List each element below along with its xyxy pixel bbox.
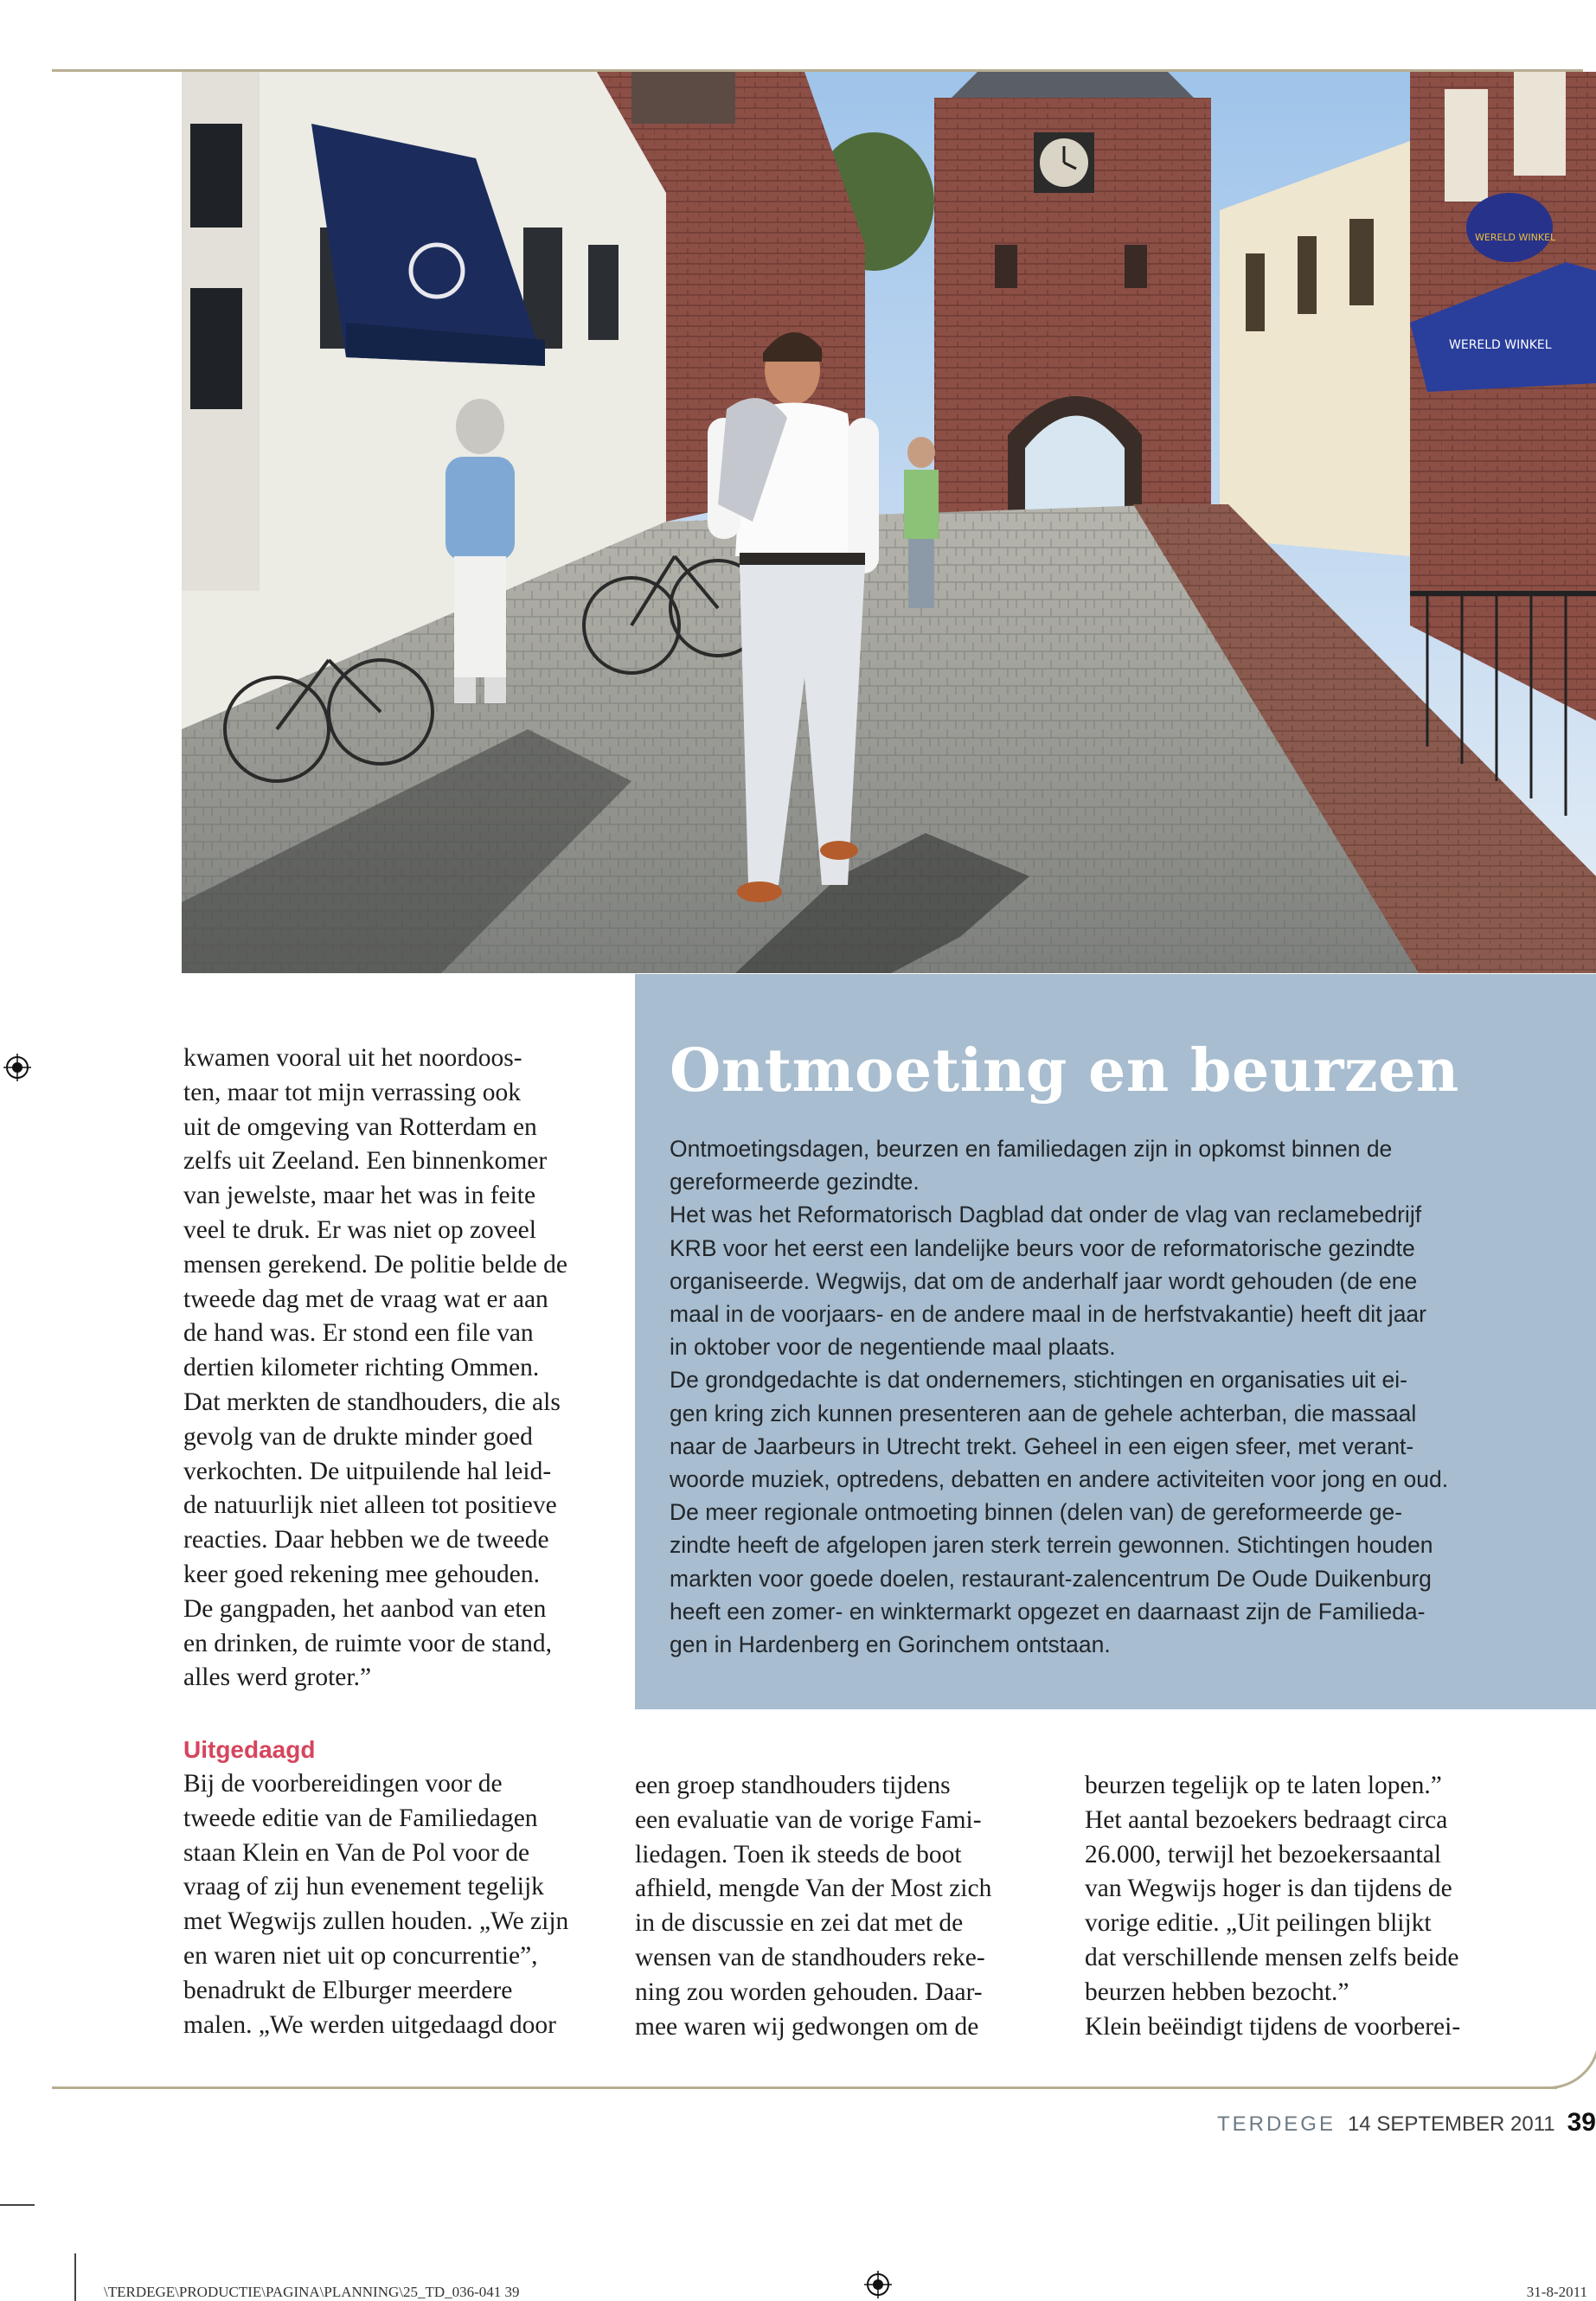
sidebar-line: Het was het Reformatorisch Dagblad dat onder de vlag van reclamebedrijf [670,1202,1422,1228]
article-line: dertien kilometer richting Ommen. [183,1354,540,1382]
sidebar-title: Ontmoeting en beurzen [670,1036,1459,1106]
print-slug: \TERDEGE\PRODUCTIE\PAGINA\PLANNING\25_TD_036-041 39 [104,2284,520,2300]
shop-sign-text: WERELD WINKEL [1475,232,1556,243]
article-column-left-top [183,1042,616,1695]
registration-mark-icon [864,2271,892,2298]
page-number: 39 [1567,2108,1596,2137]
article-line: mee waren wij gedwongen om de [635,2012,979,2041]
article-line: De gangpaden, het aanbod van eten [183,1594,547,1623]
article-line: een evaluatie van de vorige Fami- [635,1805,982,1834]
article-line: mensen gerekend. De politie belde de [183,1250,567,1279]
article-line: tweede editie van de Familiedagen [183,1804,538,1832]
print-slug-date: 31-8-2011 [1526,2284,1587,2300]
crop-mark [74,2253,76,2301]
sidebar-line: De grondgedachte is dat ondernemers, stichtingen en organisaties uit ei- [670,1367,1407,1394]
article-line: kwamen vooral uit het noordoos- [183,1044,522,1072]
article-line: ning zou worden gehouden. Daar- [635,1977,983,2006]
article-line: gevolg van de drukte minder goed [183,1422,533,1451]
article-line: ten, maar tot mijn verrassing ook [183,1078,521,1106]
article-line: van jewelste, maar het was in feite [183,1182,536,1210]
sidebar-line: zindte heeft de afgelopen jaren sterk terrein gewonnen. Stichtingen houden [670,1532,1433,1559]
article-line: Het aantal bezoekers bedraagt circa [1085,1805,1448,1834]
article-line: uit de omgeving van Rotterdam en [183,1112,537,1141]
article-line: keer goed rekening mee gehouden. [183,1560,541,1588]
sidebar-line: gereformeerde gezindte. [670,1169,920,1195]
article-line: wensen van de standhouders reke- [635,1943,985,1971]
article-line: Bij de voorbereidingen voor de [183,1770,503,1798]
article-line: benadrukt de Elburger meerdere [183,1976,513,2004]
awning-sign-text: WERELD WINKEL [1449,338,1552,352]
sidebar-line: in oktober voor de negentiende maal plaats. [670,1334,1116,1361]
article-line: van Wegwijs hoger is dan tijdens de [1085,1875,1452,1903]
registration-mark-icon [3,1054,31,1081]
article-line: liedagen. Toen ik steeds de boot [635,1840,962,1868]
article-line: vorige editie. „Uit peilingen blijkt [1085,1909,1432,1938]
article-line: veel te druk. Er was niet op zoveel [183,1215,536,1244]
sidebar-line: heeft een zomer- en winktermarkt opgezet en daarnaast zijn de Familieda- [670,1598,1426,1625]
sidebar-line: De meer regionale ontmoeting binnen (delen van) de gereformeerde ge- [670,1499,1403,1526]
article-line: alles werd groter.” [183,1663,372,1692]
article-line: zelfs uit Zeeland. Een binnenkomer [183,1147,548,1176]
sidebar-line: gen kring zich kunnen presenteren aan de gehele achterban, die massaal [670,1400,1417,1426]
page-footer [1217,2108,1596,2138]
article-line: en waren niet uit op concurrentie”, [183,1941,538,1970]
article-line: beurzen hebben bezocht.” [1085,1977,1349,2006]
frame-corner-bottom [1548,2035,1596,2089]
article-line: reacties. Daar hebben we de tweede [183,1526,549,1554]
frame-line-bottom [52,2086,1557,2089]
article-line: tweede dag met de vraag wat er aan [183,1285,548,1313]
sidebar-line: organiseerde. Wegwijs, dat om de anderhalf jaar wordt gehouden (de ene [670,1267,1418,1294]
sidebar-line: woorde muziek, optredens, debatten en andere activiteiten voor jong en oud. [670,1466,1449,1493]
article-line: staan Klein en Van de Pol voor de [183,1838,530,1867]
sidebar-line: naar de Jaarbeurs in Utrecht trekt. Geheel in een eigen sfeer, met verant- [670,1433,1414,1459]
article-column-left-bottom [183,1733,616,2042]
article-line: malen. „We werden uitgedaagd door [183,2010,556,2039]
sidebar-line: Ontmoetingsdagen, beurzen en familiedagen zijn in opkomst binnen de [670,1136,1393,1162]
crop-mark [0,2204,35,2206]
sidebar-line: maal in de voorjaars- en de andere maal in de herfstvakantie) heeft dit jaar [670,1301,1426,1328]
article-line: verkochten. De uitpuilende hal leid- [183,1457,552,1485]
article-column-middle [635,1769,1067,2044]
article-line: beurzen tegelijk op te laten lopen.” [1085,1772,1442,1799]
article-line: Dat merkten de standhouders, die als [183,1388,561,1416]
article-line: Klein beëindigt tijdens de voorberei- [1085,2012,1461,2041]
article-column-right [1085,1769,1535,2044]
issue-date: 14 SEPTEMBER 2011 [1347,2112,1555,2136]
article-line: een groep standhouders tijdens [635,1772,951,1799]
article-line: en drinken, de ruimte voor de stand, [183,1629,552,1657]
article-line: dat verschillende mensen zelfs beide [1085,1943,1459,1971]
article-line: afhield, mengde Van der Most zich [635,1875,992,1903]
article-line: 26.000, terwijl het bezoekersaantal [1085,1840,1442,1868]
article-line: in de discussie en zei dat met de [635,1909,964,1938]
street-photo-illustration [182,72,1596,973]
article-line: vraag of zij hun evenement tegelijk [183,1873,544,1901]
sidebar-box [635,974,1596,1709]
street-photo [182,72,1596,973]
sidebar-line: markten voor goede doelen, restaurant-zalencentrum De Oude Duikenburg [670,1565,1432,1592]
article-line: de natuurlijk niet alleen tot positieve [183,1491,557,1520]
article-line: de hand was. Er stond een file van [183,1319,534,1348]
sidebar-line: gen in Hardenberg en Gorinchem ontstaan. [670,1631,1111,1658]
sidebar-line: KRB voor het eerst een landelijke beurs voor de reformatorische gezindte [670,1234,1415,1261]
article-line: met Wegwijs zullen houden. „We zijn [183,1907,569,1936]
sidebar-text [670,1132,1569,1661]
magazine-name: TERDEGE [1216,2112,1336,2136]
section-subhead: Uitgedaagd [183,1736,316,1763]
